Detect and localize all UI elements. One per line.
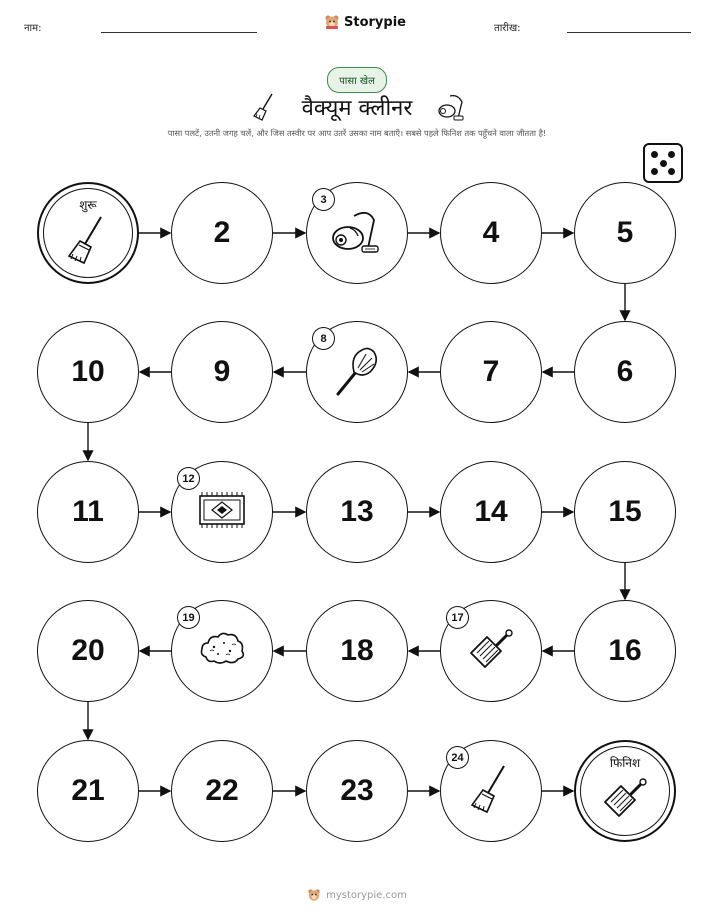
space-number: 16 [608,634,642,667]
broom-icon [65,214,111,270]
board-space-7 [440,321,542,423]
board-space-20 [37,600,139,702]
board-space-4 [440,182,542,284]
instructions-text: पासा पलटें, उतनी जगह चलें, और जिस तस्वीर पर आप उतरें उसका नाम बताएँ। सबसे पहले फिनिश तक पहुँचने वाला जीतता है! [167,128,547,138]
board-space-14 [440,461,542,563]
dustpan-icon [465,623,517,679]
space-number: 20 [71,634,105,667]
space-number: 10 [71,355,105,388]
finish-space [574,740,676,842]
space-number: 22 [205,774,239,807]
space-number: 14 [474,495,508,528]
board-space-21 [37,740,139,842]
footer [0,888,714,902]
space-number: 4 [482,216,500,249]
brand-name: Storypie [344,14,406,30]
finish-label: फिनिश [609,756,641,770]
board-space-5 [574,182,676,284]
space-number: 7 [482,355,500,388]
space-number-badge: 19 [177,606,200,629]
board-space-24 [440,740,542,842]
feather-duster-icon [332,342,382,402]
board-space-2 [171,182,273,284]
space-number: 23 [340,774,374,807]
board-space-18 [306,600,408,702]
board-space-11 [37,461,139,563]
dustpan-icon [599,772,651,828]
vacuum-cleaner-icon [328,206,386,260]
space-number: 11 [72,495,104,528]
space-number: 6 [616,355,634,388]
date-label: तारीख: [494,23,521,34]
page-title: वैक्यूम क्लीनर [301,96,413,121]
broom-icon [468,763,514,819]
game-type-badge: पासा खेल [327,67,387,93]
board-space-10 [37,321,139,423]
board-space-9 [171,321,273,423]
start-label: शुरू [79,198,97,212]
board-space-23 [306,740,408,842]
board-space-22 [171,740,273,842]
space-number-badge: 12 [177,467,200,490]
dust-cloud-icon [196,629,248,673]
space-number: 13 [340,495,374,528]
space-number: 2 [213,216,231,249]
name-label: नाम: [24,23,42,34]
board-space-3 [306,182,408,284]
space-number: 5 [616,216,634,249]
board-space-19 [171,600,273,702]
space-number-badge: 3 [312,188,335,211]
start-space [37,182,139,284]
board-space-15 [574,461,676,563]
space-number: 9 [213,355,231,388]
board-space-13 [306,461,408,563]
board-space-16 [574,600,676,702]
space-number-badge: 17 [446,606,469,629]
footer-url: mystorypie.com [326,889,407,901]
board-space-8 [306,321,408,423]
space-number: 18 [340,634,374,667]
space-number: 15 [608,495,642,528]
space-number-badge: 24 [446,746,469,769]
board-space-6 [574,321,676,423]
board-space-17 [440,600,542,702]
rug-icon [194,488,250,536]
bear-mascot-icon [307,888,321,902]
space-number-badge: 8 [312,327,335,350]
space-number: 21 [71,774,105,807]
board-space-12 [171,461,273,563]
